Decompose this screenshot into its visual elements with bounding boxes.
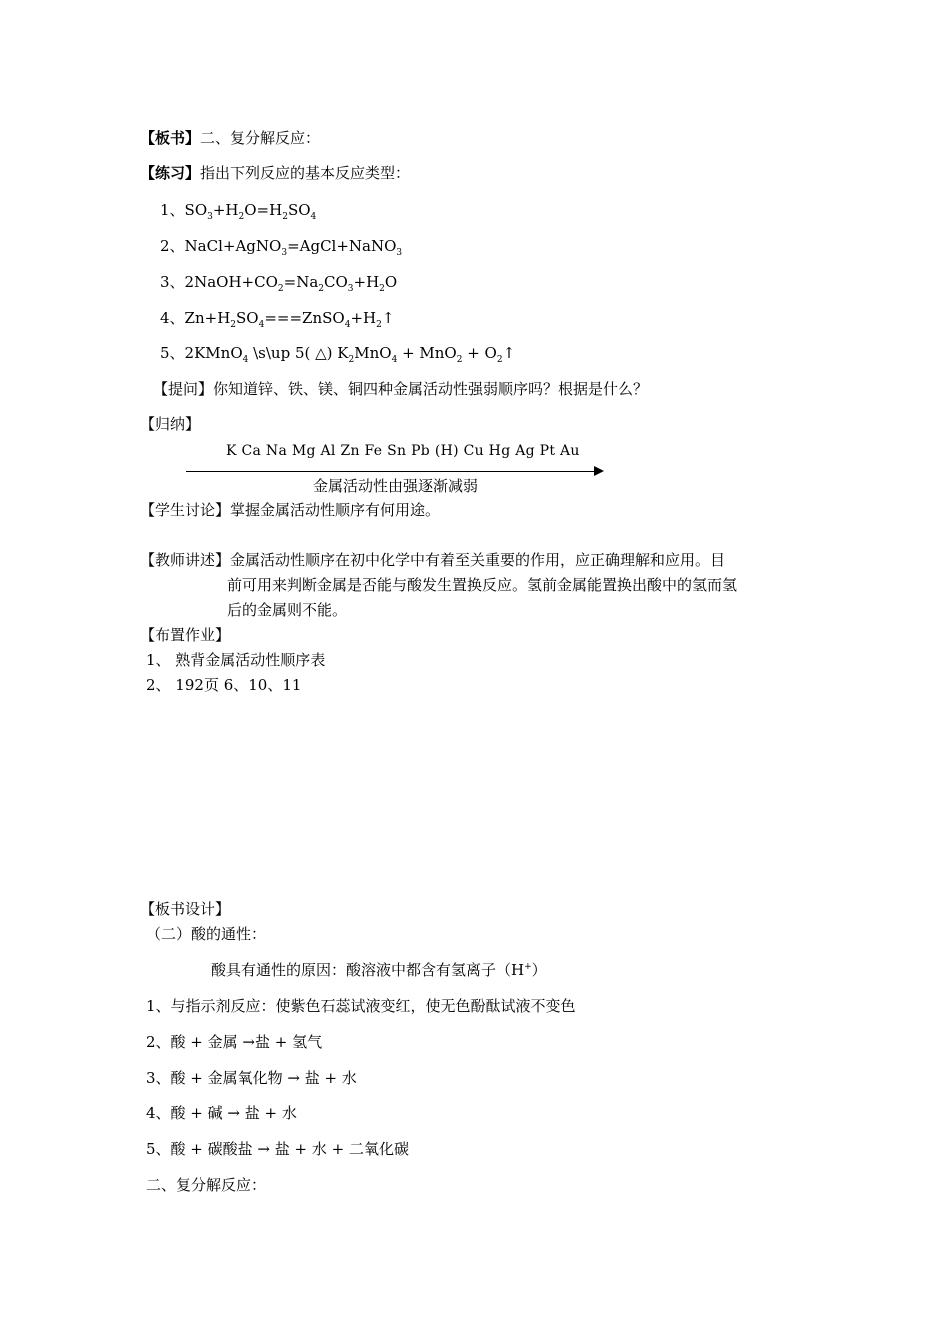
homework-item-1: 1、 熟背金属活动性顺序表: [146, 651, 326, 669]
sub-heading: （二）酸的通性：: [146, 925, 267, 943]
reaction-4: 4、$Zn+H_2SO_4===ZnSO_4+H_2↑$: [160, 309, 395, 330]
discuss-line: [140, 500, 440, 520]
practice-text: 指出下列反应的基本反应类型：: [200, 164, 411, 182]
design-tag: 【板书设计】: [140, 900, 231, 918]
summary-tag: 【归纳】: [140, 415, 201, 433]
property-4: 4、酸 + 碱 → 盐 + 水: [146, 1104, 297, 1122]
reaction-3: 3、$2NaOH+CO_2=Na_2CO_3+H_2O$: [160, 273, 398, 294]
homework-tag: 【布置作业】: [140, 626, 231, 644]
arrow-label: 金属活动性由强逐渐减弱: [313, 477, 479, 495]
property-2: 2、酸 + 金属 →盐 + 氢气: [146, 1033, 323, 1051]
question-line: [153, 379, 648, 399]
property-1: 1、与指示剂反应：使紫色石蕊试液变红，使无色酚酞试液不变色: [146, 997, 576, 1015]
board-heading: [140, 128, 320, 148]
property-3: 3、酸 + 金属氧化物 → 盐 + 水: [146, 1069, 357, 1087]
lecture-line-1: 【教师讲述】金属活动性顺序在初中化学中有着至关重要的作用，应正确理解和应用。目: [140, 551, 726, 569]
homework-item-2: 2、 192页 6、10、11: [146, 676, 302, 694]
activity-series: K Ca Na Mg Al Zn Fe Sn Pb (H) Cu Hg Ag Pt Au: [226, 443, 580, 459]
question-tag: 【提问】: [153, 380, 214, 398]
discuss-text: 掌握金属活动性顺序有何用途。: [230, 501, 441, 519]
arrow-head-icon: [594, 466, 604, 476]
practice-tag: 【练习】: [140, 164, 201, 182]
property-5: 5、酸 + 碳酸盐 → 盐 + 水 + 二氧化碳: [146, 1140, 409, 1158]
reason-line: 酸具有通性的原因：酸溶液中都含有氢离子（H+）: [211, 961, 547, 979]
double-decomposition-heading: 二、复分解反应：: [146, 1176, 267, 1194]
reaction-2: 2、NaCl+AgNO$_3$=AgCl+NaNO$_3$: [160, 237, 403, 258]
question-text: 你知道锌、铁、镁、铜四种金属活动性强弱顺序吗？根据是什么？: [213, 380, 649, 398]
arrow-line: [186, 471, 596, 472]
practice-line: [140, 163, 410, 183]
board-tag: 【板书】: [140, 129, 201, 147]
lecture-line-3: 后的金属则不能。: [227, 601, 348, 619]
reaction-1: 1、$SO_3+H_2O=H_2SO_4$: [160, 201, 317, 222]
lecture-line-2: 前可用来判断金属是否能与酸发生置换反应。氢前金属能置换出酸中的氢而氢: [227, 576, 738, 594]
board-text: 二、复分解反应：: [200, 129, 321, 147]
reaction-5: 5、2KMnO$_4$ \s\up 5( △) $K_2MnO_4 + MnO_2$ + $O_2↑$: [160, 344, 516, 365]
lecture-tag: 【教师讲述】: [140, 551, 231, 569]
discuss-tag: 【学生讨论】: [140, 501, 231, 519]
